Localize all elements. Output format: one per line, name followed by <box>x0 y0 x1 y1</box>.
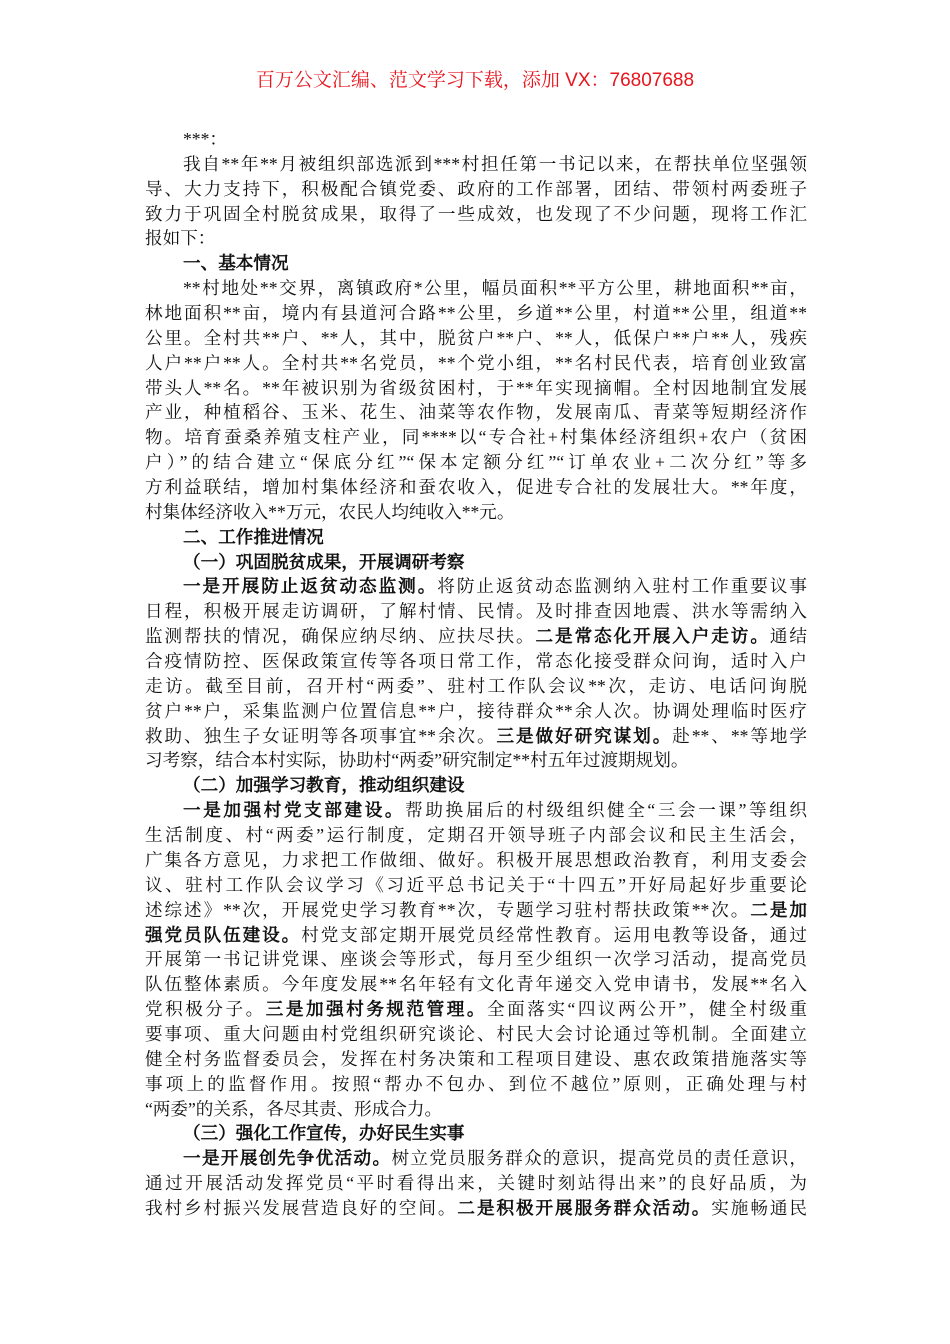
body-text: 合疫情防控、医保政策宣传等各项日常工作，常态化接受群众问询，适时入户 <box>145 651 807 672</box>
text-line <box>145 1146 807 1171</box>
text-line <box>145 525 807 550</box>
text-line <box>145 400 807 425</box>
body-text: 带头人**名。**年被识别为省级贫困村，于**年实现摘帽。全村因地制宜发展 <box>145 377 807 398</box>
body-text: 监测帮扶的情况，确保应纳尽纳、应扶尽扶。 <box>145 626 536 647</box>
text-line <box>145 724 807 749</box>
body-text: 户）”的结合建立“保底分红”“保本定额分红”“订单农业+二次分红”等多 <box>145 452 807 473</box>
text-line <box>145 848 807 873</box>
text-line <box>145 1121 807 1146</box>
body-text: 队伍整体素质。今年度发展**名年轻有文化青年递交入党申请书，发展**名入 <box>145 974 807 995</box>
text-line <box>145 599 807 624</box>
download-banner: 百万公文汇编、范文学习下载，添加 VX：76807688 <box>255 70 695 91</box>
body-text: 日程，积极开展走访调研，了解村情、民情。及时排查因地震、洪水等需纳入 <box>145 601 807 622</box>
body-text: 全面落实“四议两公开”，健全村级重 <box>487 999 807 1020</box>
body-text: 议、驻村工作队会议学习《习近平总书记关于“十四五”开好局起好步重要论 <box>145 874 807 895</box>
body-text: “两委”的关系，各尽其责、形成合力。 <box>145 1098 443 1119</box>
text-line <box>145 947 807 972</box>
text-line <box>145 276 807 301</box>
bold-text: 二是加 <box>750 899 807 920</box>
body-text: 贫户**户，采集监测户位置信息**户，接待群众**余人次。协调处理临时医疗 <box>145 700 807 721</box>
body-text: 致力于巩固全村脱贫成果，取得了一些成效，也发现了不少问题，现将工作汇 <box>145 203 807 224</box>
body-text: 方利益联结，增加村集体经济和蚕农收入，促进专合社的发展壮大。**年度， <box>145 477 807 498</box>
text-line <box>145 574 807 599</box>
bold-text: 二是常态化开展入户走访。 <box>535 626 770 647</box>
text-line <box>145 351 807 376</box>
body-text: 林地面积**亩，境内有县道河合路**公里，乡道**公里，村道**公里，组道** <box>145 303 807 324</box>
text-line <box>145 1196 807 1221</box>
body-text: 走访。截至目前，召开村“两委”、驻村工作队会议**次，走访、电话问询脱 <box>145 675 807 696</box>
body-text: 通过开展活动发挥党员“平时看得出来，关键时刻站得出来”的良好品质，为 <box>145 1173 807 1194</box>
body-text: 习考察，结合本村实际，协助村“两委”研究制定**村五年过渡期规划。 <box>145 750 689 771</box>
text-line <box>145 1072 807 1097</box>
bold-text: 一是加强村党支部建设。 <box>183 800 406 821</box>
text-line <box>145 127 807 152</box>
bold-text: 二是积极开展服务群众活动。 <box>457 1197 712 1218</box>
text-line <box>145 1022 807 1047</box>
text-line <box>145 773 807 798</box>
body-text: 赴**、**等地学 <box>672 725 807 746</box>
bold-text: 一是开展防止返贫动态监测。 <box>183 576 438 597</box>
body-text: 村党支部定期开展党员经常性教育。运用电教等设备，通过 <box>301 924 807 945</box>
bold-text: 三是加强村务规范管理。 <box>265 999 488 1020</box>
body-text: 物。培育蚕桑养殖支柱产业，同****以“专合社+村集体经济组织+农户（贫困 <box>145 427 807 448</box>
text-line <box>145 326 807 351</box>
text-line <box>145 301 807 326</box>
text-line <box>145 748 807 773</box>
body-text: 导、大力支持下，积极配合镇党委、政府的工作部署，团结、带领村两委班子 <box>145 178 807 199</box>
body-text: 开展第一书记讲党课、座谈会等形式，每月至少组织一次学习活动，提高党员 <box>145 949 807 970</box>
bold-text: 三是做好研究谋划。 <box>496 725 673 746</box>
text-line <box>145 500 807 525</box>
body-text: 报如下： <box>145 228 216 249</box>
text-line <box>145 972 807 997</box>
text-line <box>145 798 807 823</box>
text-line <box>145 823 807 848</box>
text-line <box>145 152 807 177</box>
body-text: 产业，种植稻谷、玉米、花生、油菜等农作物，发展南瓜、青菜等短期经济作 <box>145 402 807 423</box>
body-text: 述综述》**次，开展党史学习教育**次，专题学习驻村帮扶政策**次。 <box>145 899 751 920</box>
text-line <box>145 649 807 674</box>
body-text: **村地处**交界，离镇政府*公里，幅员面积**平方公里，耕地面积**亩， <box>183 278 807 299</box>
body-text: 将防止返贫动态监测纳入驻村工作重要议事 <box>437 576 807 597</box>
bold-text: （三）强化工作宣传，办好民生实事 <box>183 1123 465 1144</box>
text-line <box>145 1097 807 1122</box>
bold-text: 强党员队伍建设。 <box>145 924 302 945</box>
body-text: 事项上的监督作用。按照“帮办不包办、到位不越位”原则，正确处理与村 <box>145 1073 807 1094</box>
text-line <box>145 923 807 948</box>
body-text: 生活制度、村“两委”运行制度，定期召开领导班子内部会议和民主生活会， <box>145 825 807 846</box>
body-text: 树立党员服务群众的意识，提高党员的责任意识， <box>391 1148 807 1169</box>
body-text: 帮助换届后的村级组织健全“三会一课”等组织 <box>405 800 807 821</box>
body-text: 党积极分子。 <box>145 999 266 1020</box>
body-text: 救助、独生子女证明等各项事宜**余次。 <box>145 725 497 746</box>
text-line <box>145 898 807 923</box>
bold-text: （一）巩固脱贫成果，开展调研考察 <box>183 551 465 572</box>
document-body <box>145 127 807 1221</box>
text-line <box>145 550 807 575</box>
text-line <box>145 376 807 401</box>
body-text: ***： <box>183 129 227 149</box>
text-line <box>145 425 807 450</box>
bold-text: 一、基本情况 <box>183 253 289 274</box>
text-line <box>145 873 807 898</box>
body-text: 人户**户**人。全村共**名党员，**个党小组，**名村民代表，培育创业致富 <box>145 352 807 373</box>
text-line <box>145 475 807 500</box>
text-line <box>145 202 807 227</box>
text-line <box>145 1047 807 1072</box>
body-text: 我村乡村振兴发展营造良好的空间。 <box>145 1197 458 1218</box>
bold-text: 一是开展创先争优活动。 <box>183 1148 392 1169</box>
text-line <box>145 450 807 475</box>
bold-text: 二、工作推进情况 <box>183 526 324 547</box>
text-line <box>145 997 807 1022</box>
body-text: 公里。全村共**户、**人，其中，脱贫户**户、**人，低保户**户**人，残疾 <box>145 327 807 348</box>
body-text: 要事项、重大问题由村党组织研究谈论、村民大会讨论通过等机制。全面建立 <box>145 1023 807 1044</box>
text-line <box>145 624 807 649</box>
text-line <box>145 177 807 202</box>
body-text: 我自**年**月被组织部选派到***村担任第一书记以来，在帮扶单位坚强领 <box>183 153 807 174</box>
body-text: 实施畅通民 <box>711 1197 807 1218</box>
text-line <box>145 1171 807 1196</box>
bold-text: （二）加强学习教育，推动组织建设 <box>183 775 465 796</box>
text-line <box>145 251 807 276</box>
body-text: 村集体经济收入**万元，农民人均纯收入**元。 <box>145 501 515 522</box>
body-text: 通结 <box>769 626 807 647</box>
text-line <box>145 699 807 724</box>
body-text: 广集各方意见，力求把工作做细、做好。积极开展思想政治教育，利用支委会 <box>145 849 807 870</box>
text-line <box>145 674 807 699</box>
text-line <box>145 226 807 251</box>
body-text: 健全村务监督委员会，发挥在村务决策和工程项目建设、惠农政策措施落实等 <box>145 1048 807 1069</box>
